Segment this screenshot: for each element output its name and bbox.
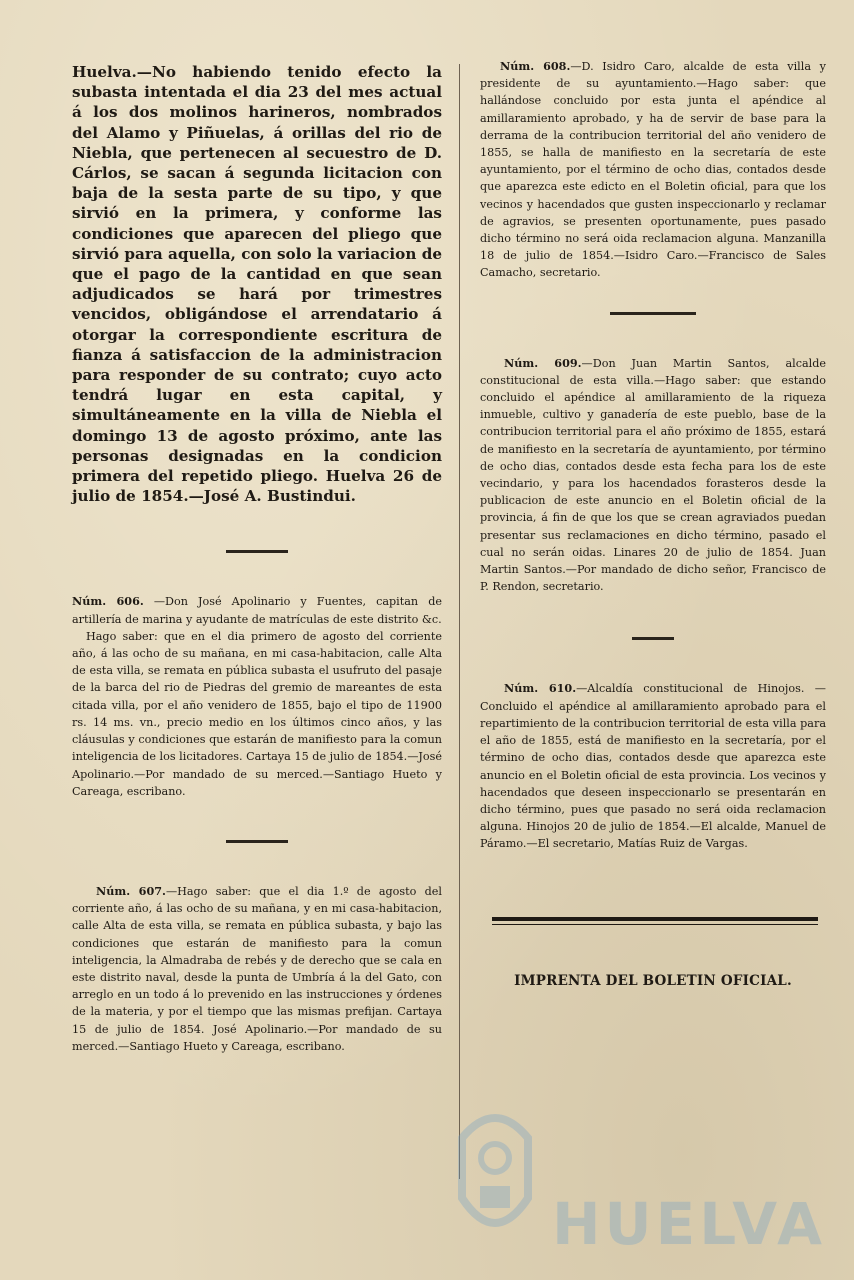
notice-608-number: Núm. 608. xyxy=(500,59,571,73)
notice-607-number: Núm. 607. xyxy=(96,883,166,898)
printer-imprint: IMPRENTA DEL BOLETIN OFICIAL. xyxy=(514,972,792,989)
notice-606-number: Núm. 606. xyxy=(72,594,144,609)
notice-610-body: —Alcaldía constitucional de Hinojos. —Concluido el apéndice al amillaramiento aprobado para el repartimiento de la contribucion territorial de esta villa para el año de 1855, está de manifiesto en la secretaría, por el término de ocho dias, contados desde que aparezca este anuncio en el Boletin oficial de esta provincia. Los vecinos y hacendados que deseen inspeccionarlo se presentarán en dicho término, pues que pasado no será oida reclamacion alguna. Hinojos 20 de julio de 1854.—El alcalde, Manuel de Páramo.—El secretario, Matías Ruiz de Vargas. xyxy=(480,682,826,851)
closing-rule-thin xyxy=(492,924,818,925)
closing-rule-heavy xyxy=(492,917,818,921)
column-divider xyxy=(459,64,460,1179)
notice-606-body: Hago saber: que en el dia primero de agosto del corriente año, á las ocho de su mañana, en mi casa-habitacion, calle Alta de esta villa, se remata en pública subasta el usufruto del pasaje de la barca del rio de Piedras del gremio de mareantes de esta citada villa, por el año venidero de 1855, bajo el tipo de 11900 rs. 14 ms. vn., precio medio en los últimos cinco años, y las cláusulas y condiciones que estarán de manifiesto para la comun inteligencia de los licitadores. Cartaya 15 de julio de 1854.—José Apolinario.—Por mandado de su merced.—Santiago Hueto y Careaga, escribano. xyxy=(72,629,442,798)
separator-rule xyxy=(226,550,288,553)
notice-610 xyxy=(480,680,826,852)
archive-watermark xyxy=(450,1078,827,1268)
left-column xyxy=(72,62,442,1055)
notice-609 xyxy=(480,355,826,596)
notice-608-body: —D. Isidro Caro, alcalde de esta villa y presidente de su ayuntamiento.—Hago saber: que hallándose concluido por esta junta el apéndice al amillaramiento aprobado, y ha de servir de base para la derrama de la contribucion territorial del año venidero de 1855, se halla de manifiesto en la secretaría de este ayuntamiento, por el término de ocho dias, contados desde que aparezca este edicto en el Boletin oficial, para que los vecinos y hacendados que gusten inspeccionarlo y reclamar de agravios, se presenten oportunamente, pues pasado dicho término no será oida reclamacion alguna. Manzanilla 18 de julio de 1854.—Isidro Caro.—Francisco de Sales Camacho, secretario. xyxy=(480,60,826,280)
notice-606-intro: —Don José Apolinario y Fuentes, capitan de artillería de marina y ayudante de matrículas de este distrito &c. xyxy=(72,595,442,626)
notice-606 xyxy=(72,593,442,627)
notice-huelva: Huelva.—No habiendo tenido efecto la subasta intentada el dia 23 del mes actual á los dos molinos harineros, nombrados del Alamo y Piñuelas, á orillas del rio de Niebla, que pertenecen al secuestro de D. Cárlos, se sacan á segunda licitacion con baja de la sesta parte de su tipo, y que sirvió en la primera, y conforme las condiciones que aparecen del pliego que sirvió para aquella, con solo la variacion de que el pago de la cantidad en que sean adjudicados se hará por trimestres vencidos, obligándose el arrendatario á otorgar la correspondiente escritura de fianza á satisfaccion de la administracion para responder de su contrato; cuyo acto tendrá lugar en esta capital, y simultáneamente en la villa de Niebla el domingo 13 de agosto próximo, ante las personas designadas en la condicion primera del repetido pliego. Huelva 26 de julio de 1854.—José A. Bustindui. xyxy=(72,63,442,506)
separator-rule xyxy=(610,312,696,315)
notice-607-body: —Hago saber: que el dia 1.º de agosto del corriente año, á las ocho de su mañana, y en mi casa-habitacion, calle Alta de esta villa, se remata en pública subasta, y bajo las condiciones que estarán de manifiesto para la comun inteligencia, la Almadraba de rebés y de derecho que se cala en este distrito naval, desde la punta de Umbría á la del Gato, con arreglo en un todo á lo prevenido en las instrucciones y órdenes de la materia, y por el tiempo que las mismas prefijan. Cartaya 15 de julio de 1854. José Apolinario.—Por mandado de su merced.—Santiago Hueto y Careaga, escribano. xyxy=(72,884,442,1053)
notice-609-body: —Don Juan Martin Santos, alcalde constitucional de esta villa.—Hago saber: que estando concluido el apéndice al amillaramiento de la riqueza inmueble, cultivo y ganadería de este pueblo, base de la contribucion territorial para el año próximo de 1855, estará de manifiesto en la secretaría de ayuntamiento, por término de ocho dias, contados desde esta fecha para los de este vecindario, y para los hacendados forasteros desde la publicacion de este anuncio en el Boletin oficial de la provincia, á fin de que los que se crean agraviados puedan presentar sus reclamaciones en dicho término, pasado el cual no serán oidas. Linares 20 de julio de 1854. Juan Martin Santos.—Por mandado de dicho señor, Francisco de P. Rendon, secretario. xyxy=(480,356,826,594)
notice-610-number: Núm. 610. xyxy=(504,681,577,696)
crest-icon xyxy=(450,1098,540,1248)
notice-608 xyxy=(480,58,826,282)
notice-607 xyxy=(72,883,442,1055)
right-column xyxy=(480,58,826,989)
separator-rule xyxy=(632,637,674,640)
notice-609-number: Núm. 609. xyxy=(504,355,582,370)
watermark-text: HUELVA xyxy=(552,1190,827,1258)
separator-rule xyxy=(226,840,288,843)
